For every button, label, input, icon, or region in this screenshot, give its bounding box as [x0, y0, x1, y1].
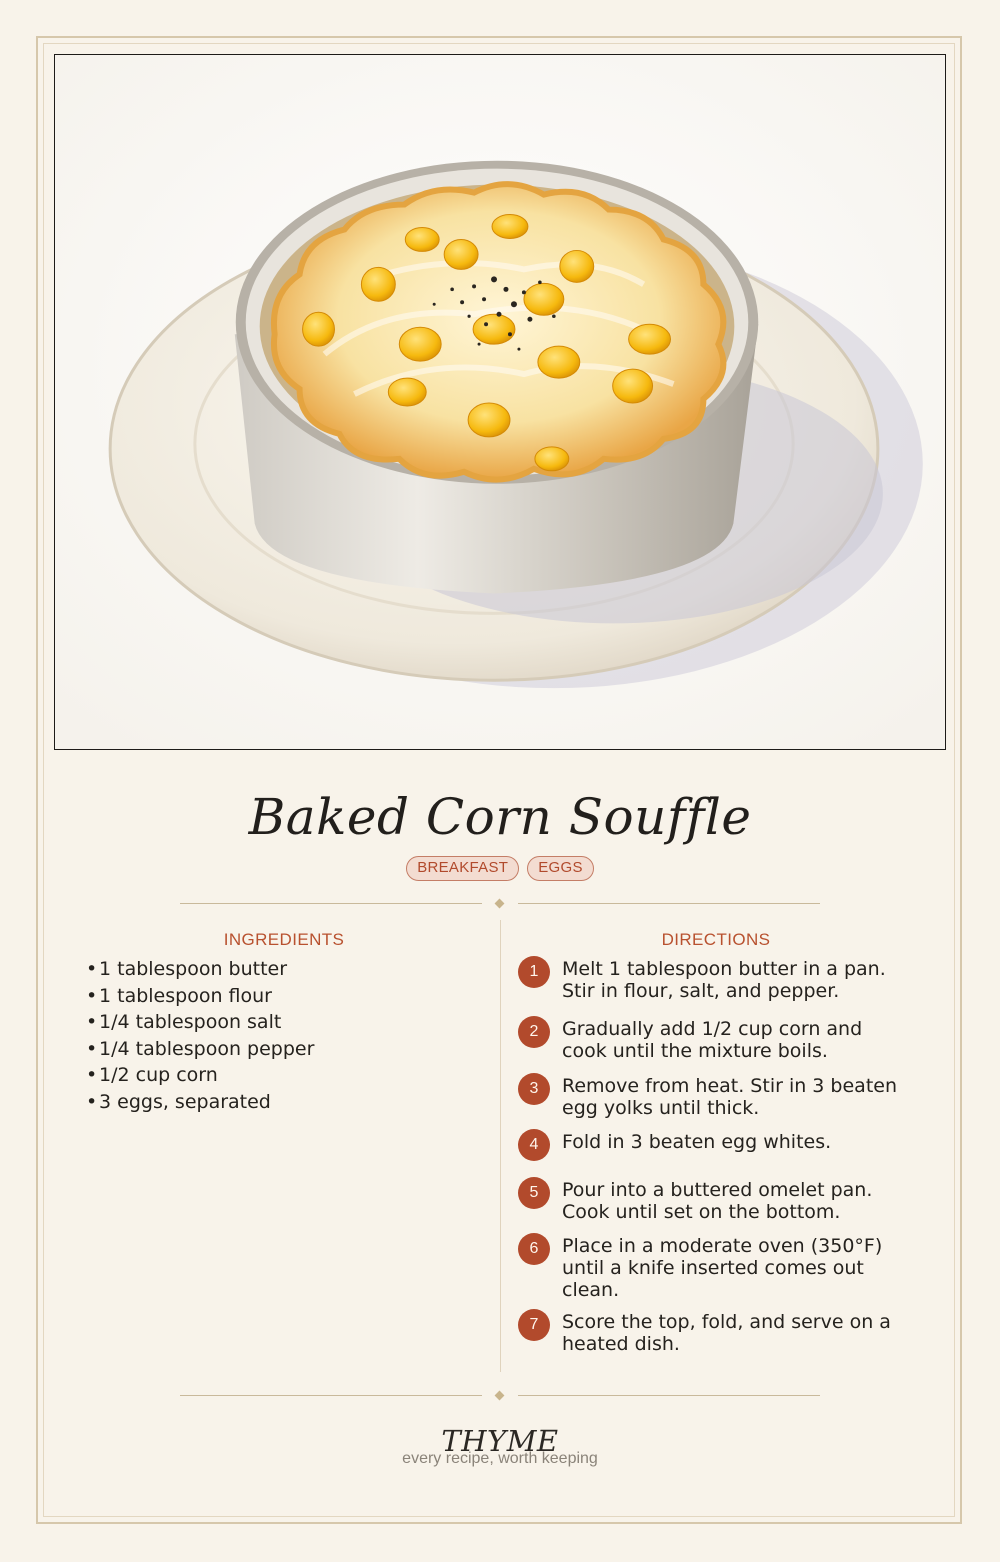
- directions-heading: DIRECTIONS: [661, 930, 771, 949]
- step-text: Gradually add 1/2 cup corn and cook until the mixture boils.: [562, 1018, 863, 1062]
- ingredients-list: [86, 956, 476, 1116]
- bullet-icon: •: [86, 984, 98, 1007]
- step-number-badge: 2: [518, 1016, 550, 1048]
- bullet-icon: •: [86, 958, 98, 980]
- step-text: Remove from heat. Stir in 3 beaten egg yolks until thick.: [562, 1075, 898, 1119]
- bullet-icon: •: [86, 1090, 98, 1113]
- divider-line-right: [518, 903, 820, 904]
- bottom-divider: [180, 1390, 820, 1402]
- divider-line-left: [180, 903, 482, 904]
- ingredient-text: 1/4 tablespoon pepper: [99, 1037, 315, 1060]
- step-text: Score the top, fold, and serve on a heated dish.: [562, 1311, 891, 1355]
- step-text: Place in a moderate oven (350°F) until a knife inserted comes out clean.: [562, 1235, 883, 1301]
- step-number-badge: 3: [518, 1073, 550, 1105]
- ingredient-item: [86, 956, 476, 983]
- step-text: Melt 1 tablespoon butter in a pan. Stir in flour, salt, and pepper.: [562, 958, 886, 1002]
- tag-eggs[interactable]: EGGS: [527, 856, 594, 881]
- recipe-photo: [54, 54, 946, 750]
- divider-line-right: [518, 1395, 820, 1396]
- ingredient-item: [86, 1009, 476, 1036]
- brand-logo: THYME: [441, 1424, 559, 1458]
- brand-tagline: every recipe, worth keeping: [402, 1450, 598, 1467]
- step-number-badge: 1: [518, 956, 550, 988]
- ingredients-heading: INGREDIENTS: [223, 930, 345, 949]
- ingredient-text: 1/2 cup corn: [99, 1064, 218, 1087]
- column-divider: [500, 920, 501, 1372]
- step-text: Fold in 3 beaten egg whites.: [562, 1131, 832, 1153]
- divider-line-left: [180, 1395, 482, 1396]
- bullet-icon: •: [86, 1037, 98, 1060]
- step-number-badge: 5: [518, 1177, 550, 1209]
- ingredient-item: [86, 1036, 476, 1063]
- ingredient-text: 1 tablespoon butter: [99, 958, 288, 980]
- diamond-ornament-icon: [495, 1391, 505, 1401]
- bullet-icon: •: [86, 1011, 98, 1034]
- ingredient-item: [86, 1062, 476, 1089]
- top-divider: [180, 898, 820, 910]
- diamond-ornament-icon: [495, 899, 505, 909]
- ingredient-text: 3 eggs, separated: [99, 1090, 271, 1113]
- tag-list: [0, 856, 1000, 881]
- recipe-title: Baked Corn Souffle: [248, 788, 752, 846]
- bullet-icon: •: [86, 1064, 98, 1087]
- step-number-badge: 6: [518, 1233, 550, 1265]
- step-text: Pour into a buttered omelet pan. Cook until set on the bottom.: [562, 1179, 873, 1223]
- step-number-badge: 7: [518, 1309, 550, 1341]
- ingredient-item: [86, 1089, 476, 1116]
- baked-corn-souffle-illustration: [55, 55, 945, 749]
- step-number-badge: 4: [518, 1129, 550, 1161]
- ingredient-item: [86, 983, 476, 1010]
- ingredient-text: 1 tablespoon flour: [99, 984, 272, 1007]
- tag-breakfast[interactable]: BREAKFAST: [406, 856, 519, 881]
- ingredient-text: 1/4 tablespoon salt: [99, 1011, 282, 1034]
